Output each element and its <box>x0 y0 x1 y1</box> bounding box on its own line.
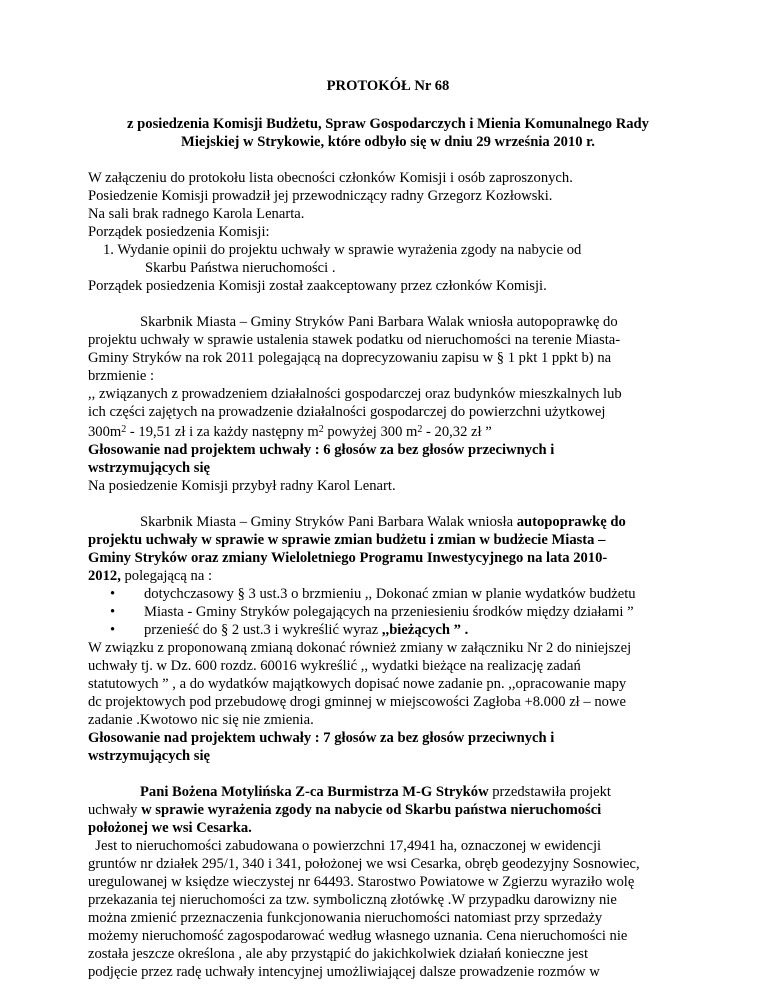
text-line: można zmienić przeznaczenia funkcjonowania nieruchomości natomiast przy sprzedaży <box>88 910 603 926</box>
text-line <box>88 783 688 801</box>
bold-span: Pani Bożena Motylińska Z-ca Burmistrza M-G Stryków <box>140 784 489 800</box>
agenda-text: Wydanie opinii do projektu uchwały w sprawie wyrażenia zgody na nabycie od <box>117 242 582 258</box>
superscript: 2 <box>417 424 423 435</box>
text-span: przedstawiła projekt <box>488 784 611 800</box>
text-line: Posiedzenie Komisji prowadził jej przewodniczący radny Grzegorz Kozłowski. <box>88 188 553 204</box>
text-line: projektu uchwały w sprawie ustalenia stawek podatku od nieruchomości na terenie Miasta- <box>88 332 621 348</box>
text-line: Gminy Stryków na rok 2011 polegającą na doprecyzowaniu zapisu w § 1 pkt 1 ppkt b) na <box>88 350 612 366</box>
bold-span: w sprawie wyrażenia zgody na nabycie od Skarbu państwa nieruchomości <box>141 802 602 818</box>
text-line: uregulowanej w księdze wieczystej nr 64493. Starostwo Powiatowe w Zgierzu wyraziło wolę <box>88 874 635 890</box>
text-line: W załączeniu do protokołu lista obecności członków Komisji i osób zaproszonych. <box>88 170 573 186</box>
text-span: przenieść do § 2 ust.3 i wykreślić wyraz <box>144 622 382 638</box>
text-line <box>88 513 688 531</box>
bold-span: ,,bieżących ” . <box>381 622 469 638</box>
text-span: - 19,51 zł i za każdy następny m <box>126 424 319 440</box>
text-line: została jeszcze określona , ale aby przystąpić do jakichkolwiek działań konieczne jest <box>88 946 589 962</box>
text-line: Jest to nieruchomości zabudowana o powierzchni 17,4941 ha, oznaczonej w ewidencji <box>88 838 602 854</box>
bold-span: autopoprawkę do <box>516 514 626 530</box>
text-line: możemy nieruchomość zagospodarować według własnego uznania. Cena nieruchomości nie <box>88 928 628 944</box>
text-line: podjęcie przez radę uchwały intencyjnej umożliwiającej dalsze prowadzenie rozmów w <box>88 964 600 980</box>
document-title: PROTOKÓŁ Nr 68 <box>326 78 450 94</box>
vote-result: Głosowanie nad projektem uchwały : 6 głosów za bez głosów przeciwnych i <box>88 442 555 458</box>
text-line: przekazania tej nieruchomości za tzw. symboliczną złotówkę .W przypadku darowizny nie <box>88 892 617 908</box>
text-line: Porządek posiedzenia Komisji został zaakceptowany przez członków Komisji. <box>88 278 547 294</box>
text-line: uchwały tj. w Dz. 600 rozdz. 60016 wykreślić ,, wydatki bieżące na realizację zadań <box>88 658 581 674</box>
subtitle-line: Miejskiej w Strykowie, które odbyło się w dniu 29 września 2010 r. <box>181 134 595 150</box>
bullet-item-continued: • Miasta - Gminy Stryków polegających na przeniesieniu środków między działami ” <box>88 603 688 621</box>
text-line: brzmienie : <box>88 368 155 384</box>
text-line: W związku z proponowaną zmianą dokonać również zmiany w załączniku Nr 2 do niniejszej <box>88 640 632 656</box>
text-span: powyżej 300 m <box>323 424 418 440</box>
text-line: ich części zajętych na prowadzenie działalności gospodarczej do powierzchni użytkowej <box>88 404 606 420</box>
text-line: ,, związanych z prowadzeniem działalności gospodarczej oraz budynków mieszkalnych lub <box>88 386 622 402</box>
bullet-item-continued <box>88 621 688 639</box>
text-line: Porządek posiedzenia Komisji: <box>88 224 270 240</box>
section-budget-changes <box>88 513 688 765</box>
text-line <box>88 567 688 585</box>
bold-span: 2012, <box>88 568 121 584</box>
agenda-list <box>88 241 688 277</box>
text-line <box>88 801 688 819</box>
text-line <box>88 421 688 441</box>
document-page <box>88 77 688 981</box>
subtitle-line: z posiedzenia Komisji Budżetu, Spraw Gospodarczych i Mienia Komunalnego Rady <box>127 116 649 132</box>
text-span: Skarbnik Miasta – Gminy Stryków Pani Barbara Walak wniosła <box>140 514 517 530</box>
text-line: dc projektowych pod przebudowę drogi gminnej w miejscowości Zagłoba +8.000 zł – nowe <box>88 694 626 710</box>
text-line: Skarbnik Miasta – Gminy Stryków Pani Barbara Walak wniosła autopoprawkę do <box>140 314 618 330</box>
bullet-item: • dotychczasowy § 3 ust.3 o brzmieniu ,, Dokonać zmian w planie wydatków budżetu <box>88 585 688 603</box>
text-line: zadanie .Kwotowo nic się nie zmienia. <box>88 712 314 728</box>
document-subtitle <box>88 115 688 151</box>
vote-result: wstrzymujących się <box>88 460 210 476</box>
agenda-item-continued: Skarbu Państwa nieruchomości . <box>145 260 336 276</box>
text-span: uchwały <box>88 802 142 818</box>
agenda-number: 1. <box>103 242 114 258</box>
superscript: 2 <box>121 424 127 435</box>
agenda-item <box>88 241 688 259</box>
section-tax-rates <box>88 313 688 495</box>
text-line: gruntów nr działek 295/1, 340 i 341, położonej we wsi Cesarka, obręb geodezyjny Sosnowiec, <box>88 856 640 872</box>
bullet-list <box>88 585 688 639</box>
vote-result: Głosowanie nad projektem uchwały : 7 głosów za bez głosów przeciwnych i <box>88 730 555 746</box>
text-span: - 20,32 zł ” <box>422 424 492 440</box>
text-line: Na posiedzenie Komisji przybył radny Karol Lenart. <box>88 478 396 494</box>
superscript: 2 <box>318 424 324 435</box>
text-span: polegającą na : <box>120 568 213 584</box>
text-line: położonej we wsi Cesarka. <box>88 820 252 836</box>
text-line: projektu uchwały w sprawie w sprawie zmian budżetu i zmian w budżecie Miasta – <box>88 532 606 548</box>
section-property-acquisition <box>88 783 688 981</box>
text-line: Na sali brak radnego Karola Lenarta. <box>88 206 305 222</box>
text-span: 300m <box>88 424 122 440</box>
text-line: Gminy Stryków oraz zmiany Wieloletniego Programu Inwestycyjnego na lata 2010- <box>88 550 608 566</box>
intro-paragraph <box>88 169 688 295</box>
vote-result: wstrzymujących się <box>88 748 210 764</box>
text-line: statutowych ” , a do wydatków majątkowych dopisać nowe zadanie pn. ,,opracowanie mapy <box>88 676 627 692</box>
